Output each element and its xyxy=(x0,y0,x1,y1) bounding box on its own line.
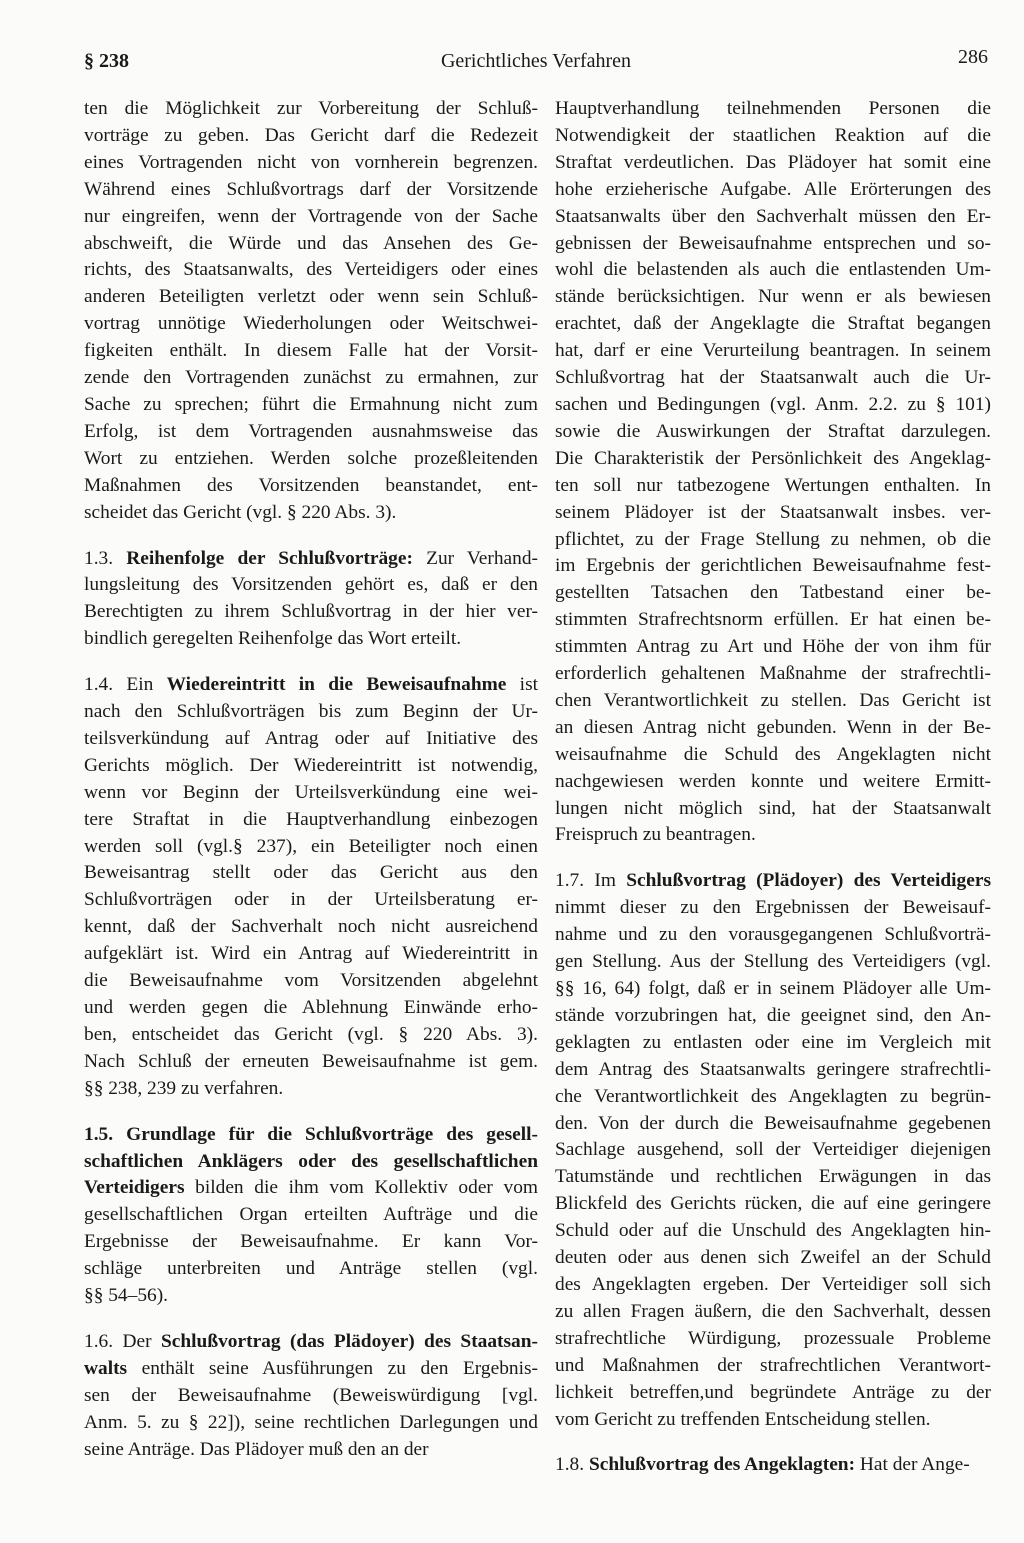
body-text: seinem Plädoyer ist der Staatsanwalt insbes. ver- xyxy=(555,501,991,523)
text-line xyxy=(84,626,538,653)
body-text: erforderlich gehaltenen Maßnahme der strafrechtli- xyxy=(555,663,991,685)
body-text: werden soll (vgl.§ 237), ein Beteiligter noch einen xyxy=(84,835,538,857)
body-text: Anm. 5. zu § 22]), seine rechtlichen Darlegungen und xyxy=(84,1411,538,1433)
body-text: scheidet das Gericht (vgl. § 220 Abs. 3). xyxy=(84,501,397,523)
text-line xyxy=(555,231,991,258)
text-line xyxy=(555,365,991,392)
bold-heading-text: 1.5. Grundlage für die Schlußvorträge des gesell- xyxy=(84,1123,538,1145)
body-text: §§ 238, 239 zu verfahren. xyxy=(84,1077,284,1099)
text-line xyxy=(84,257,538,284)
right-text-column xyxy=(555,96,991,1479)
text-line xyxy=(555,1003,991,1030)
body-text: bindlich geregelten Reihenfolge das Wort erteilt. xyxy=(84,628,462,650)
text-line xyxy=(555,1137,991,1164)
body-text: nimmt dieser zu den Ergebnissen der Beweisauf- xyxy=(555,897,991,919)
body-text: zu allen Fragen äußern, die den Sachverhalt, dessen xyxy=(555,1300,991,1322)
body-text: eines Vortragenden nicht von vornherein begrenzen. xyxy=(84,151,538,173)
paragraph-p-cont xyxy=(84,96,538,527)
text-line xyxy=(555,895,991,922)
body-text: nach den Schlußvorträgen bis zum Beginn der Ur- xyxy=(84,701,538,723)
text-line xyxy=(84,887,538,914)
bold-heading-text: Schlußvortrag (das Plädoyer) des Staatsan- xyxy=(160,1330,538,1352)
body-text: Wort zu entziehen. Werden solche prozeßleitenden xyxy=(84,447,538,469)
body-text: ten soll nur tatbezogene Wertungen enthalten. In xyxy=(555,474,991,496)
text-line xyxy=(84,1076,538,1103)
text-line xyxy=(555,769,991,796)
page-number: 286 xyxy=(958,46,988,68)
body-text: Blickfeld des Gerichts rücken, die auf eine geringere xyxy=(555,1193,991,1215)
body-text: und werden gegen die Ablehnung Einwände erho- xyxy=(84,997,538,1018)
body-text: Erfolg, ist dem Vortragenden ausnahmsweise das xyxy=(84,420,538,442)
body-text: §§ 16, 64) folgt, daß er in seinem Plädoyer alle Um- xyxy=(555,978,991,999)
paragraph-p-1-7 xyxy=(555,868,991,1433)
paragraph-gap xyxy=(84,1310,538,1329)
text-line xyxy=(84,1202,538,1229)
text-line xyxy=(84,699,538,726)
body-text: Hat der Ange- xyxy=(855,1454,970,1476)
text-line xyxy=(84,231,538,258)
body-text: und Maßnahmen der strafrechtlichen Verantwort- xyxy=(555,1354,991,1376)
body-text: nachgewiesen werden konnte und weitere Ermitt- xyxy=(555,770,991,792)
body-text: erachtet, daß der Angeklagte die Straftat begangen xyxy=(555,313,991,335)
section-marker: § 238 xyxy=(84,50,129,72)
text-line xyxy=(84,446,538,473)
text-line xyxy=(555,1407,991,1434)
text-line xyxy=(84,860,538,887)
paragraph-p-1-6-cont xyxy=(555,96,991,849)
body-text: aufgeklärt ist. Wird ein Antrag auf Wiedereintritt in xyxy=(84,943,538,965)
body-text: §§ 54–56). xyxy=(84,1285,169,1307)
text-line xyxy=(84,1283,538,1310)
body-text: stände vorzubringen hat, die geeignet sind, den An- xyxy=(555,1004,991,1026)
text-line xyxy=(555,123,991,150)
text-line xyxy=(555,1057,991,1084)
paragraph-p-1-6 xyxy=(84,1329,538,1464)
body-text: wenn vor Beginn der Urteilsverkündung eine wei- xyxy=(84,781,538,803)
text-line xyxy=(555,742,991,769)
text-line xyxy=(84,365,538,392)
body-text: gesellschaftlichen Organ erteilten Aufträge und die xyxy=(84,1204,538,1226)
body-text: Schuld oder auf die Unschuld des Angeklagten hin- xyxy=(555,1220,991,1242)
body-text: Hauptverhandlung teilnehmenden Personen die xyxy=(555,98,991,119)
body-text: Gerichts möglich. Der Wiedereintritt ist notwendig, xyxy=(84,754,538,776)
paragraph-gap xyxy=(555,849,991,868)
left-text-column xyxy=(84,96,538,1464)
text-line xyxy=(84,392,538,419)
text-line xyxy=(84,1329,538,1356)
body-text: des Angeklagten ergeben. Der Verteidiger soll sich xyxy=(555,1273,991,1295)
text-line xyxy=(84,941,538,968)
text-line xyxy=(555,922,991,949)
bold-heading-text: Schlußvortrag des Angeklagten: xyxy=(588,1454,856,1476)
body-text: kennt, daß der Sachverhalt noch nicht ausreichend xyxy=(84,916,538,938)
text-line xyxy=(84,96,538,123)
text-line xyxy=(84,473,538,500)
body-text: weisaufnahme die Schuld des Angeklagten nicht xyxy=(555,743,991,765)
running-title: Gerichtliches Verfahren xyxy=(440,50,632,72)
body-text: deuten oder aus denen sich Zweifel an der Schuld xyxy=(555,1247,991,1269)
text-line xyxy=(555,1191,991,1218)
text-line xyxy=(555,1245,991,1272)
text-line xyxy=(84,1149,538,1176)
text-line xyxy=(84,1383,538,1410)
body-text: richts, des Staatsanwalts, des Verteidigers oder eines xyxy=(84,259,538,281)
body-text: bilden die ihm vom Kollektiv oder vom xyxy=(184,1177,538,1199)
body-text: stimmten Antrag zu Art und Höhe der von ihm für xyxy=(555,636,991,658)
body-text: Während eines Schlußvortrags darf der Vorsitzende xyxy=(84,178,538,200)
text-line xyxy=(555,822,991,849)
paragraph-gap xyxy=(555,1433,991,1452)
text-line xyxy=(555,500,991,527)
bold-heading-text: schaftlichen Anklägers oder des gesellschaftlichen xyxy=(84,1150,538,1172)
text-line xyxy=(555,204,991,231)
text-line xyxy=(84,1122,538,1149)
body-text: gebnissen der Beweisaufnahme entsprechen und so- xyxy=(555,232,991,254)
body-text: teilsverkündung auf Antrag oder auf Initiative des xyxy=(84,727,538,749)
text-line xyxy=(84,834,538,861)
text-line xyxy=(84,500,538,527)
body-text: Freispruch zu beantragen. xyxy=(555,824,756,846)
body-text: vorträge zu geben. Das Gericht darf die Redezeit xyxy=(84,124,538,146)
paragraph-gap xyxy=(84,1103,538,1122)
text-line xyxy=(555,949,991,976)
paragraph-gap xyxy=(84,653,538,672)
text-line xyxy=(555,1164,991,1191)
text-line xyxy=(84,1437,538,1464)
body-text: Berechtigten zu ihrem Schlußvortrag in der hier ver- xyxy=(84,601,538,623)
text-line xyxy=(84,1049,538,1076)
body-text: lungsleitung des Vorsitzenden gehört es, daß er den xyxy=(84,574,538,596)
text-line xyxy=(84,338,538,365)
body-text: 1.4. Ein xyxy=(84,674,167,696)
body-text: anderen Beteiligten verletzt oder wenn sein Schluß- xyxy=(84,286,538,308)
body-text: sowie die Auswirkungen der Straftat darzulegen. xyxy=(555,420,991,442)
body-text: enthält seine Ausführungen zu den Ergebnis- xyxy=(127,1357,538,1379)
text-line xyxy=(84,284,538,311)
text-line xyxy=(84,968,538,995)
text-line xyxy=(555,150,991,177)
body-text: sen der Beweisaufnahme (Beweiswürdigung [vgl. xyxy=(84,1384,538,1406)
body-text: lichkeit betreffen,und begründete Anträge zu der xyxy=(555,1381,991,1403)
body-text: stimmten Strafrechtsnorm erfüllen. Er hat einen be- xyxy=(555,609,991,631)
text-line xyxy=(555,1452,991,1479)
text-line xyxy=(555,419,991,446)
body-text: seine Anträge. Das Plädoyer muß den an der xyxy=(84,1438,429,1460)
body-text: Schlußvortrag hat der Staatsanwalt auch die Ur- xyxy=(555,367,991,389)
text-line xyxy=(84,599,538,626)
body-text: Beweisantrag stellt oder das Gericht aus den xyxy=(84,862,538,884)
text-line xyxy=(555,1380,991,1407)
text-line xyxy=(84,995,538,1022)
text-line xyxy=(84,780,538,807)
body-text: 1.6. Der xyxy=(84,1330,161,1352)
text-line xyxy=(555,1326,991,1353)
text-line xyxy=(555,1218,991,1245)
body-text: zende den Vortragenden zunächst zu ermahnen, zur xyxy=(84,367,538,389)
body-text: hat, darf er eine Verurteilung beantragen. In seinem xyxy=(555,340,991,362)
text-line xyxy=(555,976,991,1003)
text-line xyxy=(555,284,991,311)
bold-heading-text: walts xyxy=(84,1357,128,1379)
text-line xyxy=(555,338,991,365)
body-text: 1.3. xyxy=(84,547,127,569)
body-text: Sache zu sprechen; führt die Ermahnung nicht zum xyxy=(84,393,538,415)
body-text: dem Antrag des Staatsanwalts geringere strafrechtli- xyxy=(555,1058,991,1080)
text-line xyxy=(555,607,991,634)
body-text: Straftat verdeutlichen. Das Plädoyer hat somit eine xyxy=(555,151,991,173)
text-line xyxy=(84,753,538,780)
body-text: Ergebnisse der Beweisaufnahme. Er kann Vor- xyxy=(84,1231,538,1253)
text-line xyxy=(555,177,991,204)
body-text: Maßnahmen des Vorsitzenden beanstandet, ent- xyxy=(84,474,538,496)
paragraph-p-1-4 xyxy=(84,672,538,1103)
body-text: die Beweisaufnahme vom Vorsitzenden abgelehnt xyxy=(84,970,538,992)
body-text: nur eingreifen, wenn der Vortragende von der Sache xyxy=(84,205,538,227)
body-text: pflichtet, zu der Frage Stellung zu nehmen, ob die xyxy=(555,528,991,550)
text-line xyxy=(84,1022,538,1049)
text-line xyxy=(84,1175,538,1202)
text-line xyxy=(555,715,991,742)
body-text: geklagten zu entlasten oder eine im Vergleich mit xyxy=(555,1031,991,1053)
text-line xyxy=(84,672,538,699)
body-text: Sachlage ausgehend, soll der Verteidiger diejenigen xyxy=(555,1139,991,1161)
text-line xyxy=(84,311,538,338)
bold-heading-text: Wiedereintritt in die Beweisaufnahme xyxy=(166,674,507,696)
page-header xyxy=(84,46,988,80)
text-line xyxy=(555,1030,991,1057)
body-text: Die Charakteristik der Persönlichkeit des Angeklag- xyxy=(555,447,991,469)
text-line xyxy=(84,1229,538,1256)
text-line xyxy=(84,572,538,599)
text-line xyxy=(555,96,991,123)
body-text: den. Von der durch die Beweisaufnahme gegebenen xyxy=(555,1112,991,1134)
paragraph-p-1-8 xyxy=(555,1452,991,1479)
body-text: tere Straftat in die Hauptverhandlung einbezogen xyxy=(84,808,538,830)
text-line xyxy=(84,150,538,177)
text-line xyxy=(84,123,538,150)
text-line xyxy=(555,796,991,823)
body-text: gen Stellung. Aus der Stellung des Verteidigers (vgl. xyxy=(555,951,991,973)
text-line xyxy=(84,1410,538,1437)
text-line xyxy=(555,1353,991,1380)
body-text: ten die Möglichkeit zur Vorbereitung der Schluß- xyxy=(84,98,538,119)
paragraph-p-1-5 xyxy=(84,1122,538,1310)
body-text: schläge unterbreiten und Anträge stellen (vgl. xyxy=(84,1258,538,1280)
text-line xyxy=(555,688,991,715)
body-text: figkeiten enthält. In diesem Falle hat der Vorsit- xyxy=(84,340,538,362)
body-text: Zur Verhand- xyxy=(412,547,538,569)
body-text: hohe erzieherische Aufgabe. Alle Erörterungen des xyxy=(555,178,991,200)
text-line xyxy=(555,553,991,580)
bold-heading-text: Verteidigers xyxy=(84,1177,185,1199)
body-text: abschweift, die Würde und das Ansehen des Ge- xyxy=(84,232,538,254)
text-line xyxy=(555,1111,991,1138)
text-line xyxy=(84,726,538,753)
text-line xyxy=(555,392,991,419)
text-line xyxy=(555,311,991,338)
body-text: gestellten Tatsachen den Tatbestand einer be- xyxy=(555,582,991,604)
body-text: vom Gericht zu treffenden Entscheidung stellen. xyxy=(555,1408,931,1430)
text-line xyxy=(555,446,991,473)
bold-heading-text: Schlußvortrag (Plädoyer) des Verteidigers xyxy=(626,870,992,892)
body-text: Staatsanwalts über den Sachverhalt müssen den Er- xyxy=(555,205,991,227)
text-line xyxy=(84,1356,538,1383)
text-line xyxy=(84,1256,538,1283)
body-text: chen Verantwortlichkeit zu stellen. Das Gericht ist xyxy=(555,689,991,711)
body-text: stände berücksichtigen. Nur wenn er als bewiesen xyxy=(555,286,991,308)
body-text: 1.8. xyxy=(555,1454,589,1476)
text-line xyxy=(555,580,991,607)
text-line xyxy=(555,1272,991,1299)
body-text: wohl die belastenden als auch die entlastenden Um- xyxy=(555,259,991,281)
body-text: Schlußvorträgen oder in der Urteilsberatung er- xyxy=(84,889,538,911)
text-line xyxy=(84,914,538,941)
text-line xyxy=(555,1299,991,1326)
body-text: Notwendigkeit der staatlichen Reaktion auf die xyxy=(555,124,991,146)
text-line xyxy=(555,1084,991,1111)
body-text: lungen nicht möglich sind, hat der Staatsanwalt xyxy=(555,797,991,819)
body-text: sachen und Bedingungen (vgl. Anm. 2.2. zu § 101) xyxy=(555,393,991,415)
body-text: che Verantwortlichkeit des Angeklagten zu begrün- xyxy=(555,1085,991,1107)
text-line xyxy=(84,419,538,446)
body-text: ist xyxy=(506,674,539,696)
body-text: im Ergebnis der gerichtlichen Beweisaufnahme fest- xyxy=(555,555,991,577)
text-line xyxy=(555,634,991,661)
bold-heading-text: Reihenfolge der Schlußvorträge: xyxy=(126,547,413,569)
text-line xyxy=(555,257,991,284)
body-text: Tatumstände und rechtlichen Erwägungen in das xyxy=(555,1166,991,1188)
text-line xyxy=(84,546,538,573)
text-line xyxy=(555,473,991,500)
text-line xyxy=(84,807,538,834)
text-line xyxy=(84,177,538,204)
body-text: Nach Schluß der erneuten Beweisaufnahme ist gem. xyxy=(84,1050,538,1072)
text-line xyxy=(555,527,991,554)
body-text: strafrechtliche Würdigung, prozessuale Probleme xyxy=(555,1327,991,1349)
body-text: nahme und zu den vorausgegangenen Schlußvorträ- xyxy=(555,924,991,946)
text-line xyxy=(84,204,538,231)
text-line xyxy=(555,868,991,895)
body-text: ben, entscheidet das Gericht (vgl. § 220 Abs. 3). xyxy=(84,1023,538,1045)
paragraph-gap xyxy=(84,527,538,546)
text-line xyxy=(555,661,991,688)
body-text: vortrag unnötige Wiederholungen oder Weitschwei- xyxy=(84,313,538,335)
body-text: an diesen Antrag nicht gebunden. Wenn in der Be- xyxy=(555,716,991,738)
paragraph-p-1-3 xyxy=(84,546,538,654)
body-text: 1.7. Im xyxy=(555,870,627,892)
